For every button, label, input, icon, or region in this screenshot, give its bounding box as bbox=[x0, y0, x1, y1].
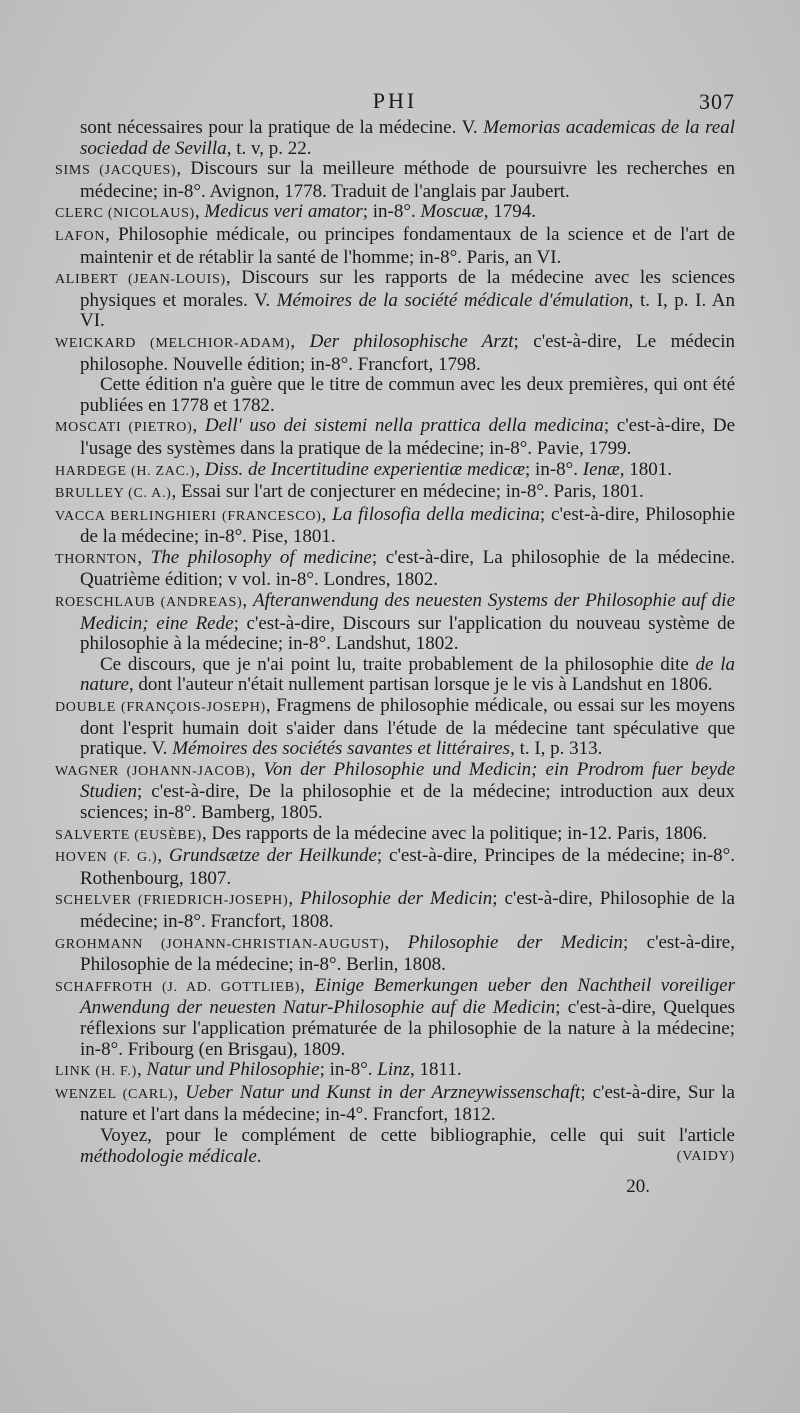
entry bbox=[55, 416, 735, 459]
entry bbox=[55, 202, 735, 225]
entry-title: Afteranwendung des neuesten Systems der Philosophie auf die Medicin; eine Rede bbox=[80, 590, 736, 634]
entry-author: THORNTON bbox=[55, 551, 138, 567]
entry bbox=[55, 505, 735, 548]
note-text: . bbox=[256, 1145, 262, 1167]
entry-text: , t. v, p. 22. bbox=[226, 137, 312, 159]
page-number: 307 bbox=[699, 89, 735, 114]
editor-note bbox=[55, 375, 735, 416]
closing-note bbox=[55, 1126, 735, 1167]
entry bbox=[55, 548, 735, 591]
entry-text: , t. I, p. I. An VI. bbox=[80, 289, 736, 332]
entry-place: Ienæ bbox=[582, 458, 620, 480]
running-head: PHI bbox=[372, 88, 418, 113]
entry-text: , bbox=[384, 931, 408, 953]
entry-author: HARDEGE (H. ZAC.) bbox=[55, 463, 196, 479]
entry-title: Memorias academicas de la real sociedad de Sevilla bbox=[80, 117, 736, 159]
entry-title: Diss. de Incertitudine experientiæ medicæ bbox=[204, 458, 526, 480]
author-signature: (VAIDY) bbox=[676, 1148, 735, 1164]
entry bbox=[55, 460, 735, 483]
entry-author: SALVERTE (EUSÈBE) bbox=[55, 827, 203, 843]
entry-text: , bbox=[136, 1059, 147, 1081]
entry-title: Natur und Philosophie bbox=[146, 1059, 320, 1081]
entry-text: ; c'est-à-dire, De la philosophie et de la médecine; introduction aux deux sciences; in-8°. Bamberg, 1805. bbox=[80, 781, 735, 823]
entry-text: ; in-8°. bbox=[319, 1059, 378, 1081]
entry-title: Mémoires de la société médicale d'émulation bbox=[276, 289, 629, 311]
entry-title: Der philosophische Arzt bbox=[309, 330, 514, 352]
entry-author: LAFON bbox=[55, 228, 106, 244]
note-text: , dont l'auteur n'était nullement partisan lorsque je le vis à Landshut en 1806. bbox=[128, 674, 713, 696]
entry-text: ; c'est-à-dire, La philosophie de la médecine. Quatrième édition; v vol. in-8°. Londres, 1802. bbox=[80, 546, 736, 591]
entry-title: La filosofia della medicina bbox=[332, 503, 540, 525]
entry-author: SCHELVER (FRIEDRICH-JOSEPH) bbox=[55, 893, 289, 909]
entry bbox=[55, 760, 735, 824]
entry-author: SCHAFFROTH (J. AD. GOTTLIEB) bbox=[55, 979, 301, 995]
entry-author: WEICKARD (MELCHIOR-ADAM) bbox=[55, 335, 291, 351]
entry-text: , 1811. bbox=[410, 1059, 462, 1081]
entry-text: , bbox=[250, 758, 264, 780]
entry-text: , Discours sur la meilleure méthode de poursuivre les recherches en médecine; in-8°. Avignon, 1778. Traduit de l'anglais par Jaubert. bbox=[80, 158, 736, 202]
note-text: Voyez, pour le complément de cette bibliographie, celle qui suit l'article bbox=[100, 1124, 735, 1146]
entry-author: ROESCHLAUB (ANDREAS) bbox=[55, 595, 243, 611]
entry-text: ; c'est-à-dire, Philosophie de la médecine; in-8°. Berlin, 1808. bbox=[80, 931, 735, 976]
entry-place: Linz bbox=[377, 1059, 411, 1081]
entry-author: WENZEL (CARL) bbox=[55, 1086, 174, 1102]
entry-text: , bbox=[290, 330, 310, 352]
entry-author: BRULLEY (C. A.) bbox=[55, 486, 172, 502]
entry-text: , bbox=[195, 458, 205, 480]
entry-text: , bbox=[288, 888, 301, 910]
note-italic: de la nature bbox=[80, 653, 736, 696]
entry-title: Philosophie der Medicin bbox=[407, 931, 623, 953]
entry-text: ; in-8°. bbox=[525, 458, 583, 480]
entry-author: GROHMANN (JOHANN-CHRISTIAN-AUGUST) bbox=[55, 936, 385, 952]
entry-text: ; c'est-à-dire, De l'usage des systèmes dans la pratique de la médecine; in-8°. Pavie, 1799. bbox=[80, 415, 735, 459]
entry bbox=[55, 1083, 735, 1126]
entry-author: SIMS (JACQUES) bbox=[55, 163, 177, 179]
entry-text: , bbox=[137, 546, 151, 568]
entry-text: , 1801. bbox=[619, 458, 672, 480]
entry-author: HOVEN (F. G.) bbox=[55, 850, 158, 866]
entry-place: Moscuæ bbox=[420, 201, 484, 223]
entry-title: Mémoires des sociétés savantes et littéraires bbox=[172, 738, 511, 760]
entry-text: , bbox=[157, 845, 170, 867]
entry-text: ; c'est-à-dire, Philosophie de la médecine; in-8°. Pise, 1801. bbox=[80, 503, 736, 548]
entry-text: , Fragmens de philosophie médicale, ou essai sur les moyens dont l'esprit humain doit s'aider dans l'étude de la médecine tant spéculative que pratique. V. bbox=[80, 695, 736, 760]
entry-text: , Discours sur les rapports de la médecine avec les sciences physiques et morales. V. bbox=[80, 267, 736, 311]
entry-title: Von der Philosophie und Medicin; ein Prodrom fuer beyde Studien bbox=[80, 758, 736, 803]
entry-text: ; c'est-à-dire, Quelques réflexions sur l'application prématurée de la philosophie de la nature à la médecine; in-8°. Fribourg (en Brisgau), 1809. bbox=[80, 997, 735, 1060]
entry bbox=[55, 268, 735, 332]
editor-note bbox=[55, 655, 735, 696]
entry-text: , bbox=[192, 415, 205, 437]
entry-title: Einige Bemerkungen ueber den Nachtheil voreiliger Anwendung der neuesten Natur-Philosophie auf die Medicin bbox=[80, 974, 735, 1019]
entry-author: MOSCATI (PIETRO) bbox=[55, 420, 193, 436]
entry-author: ALIBERT (JEAN-LOUIS) bbox=[55, 272, 226, 288]
entry-text: ; c'est-à-dire, Principes de la médecine; in-8°. Rothenbourg, 1807. bbox=[80, 845, 736, 889]
entry-text: ; in-8°. bbox=[362, 201, 421, 223]
entry-text: , Essai sur l'art de conjecturer en médecine; in-8°. Paris, 1801. bbox=[171, 481, 644, 503]
entry-text: , bbox=[300, 974, 315, 996]
signature-mark: 20. bbox=[626, 1176, 650, 1198]
entry-author: CLERC (NICOLAUS) bbox=[55, 206, 195, 222]
note-italic: méthodologie médicale bbox=[80, 1145, 257, 1167]
entry-title: Medicus veri amator bbox=[204, 201, 363, 223]
entry-continuation bbox=[55, 118, 735, 159]
note-text: Cette édition n'a guère que le titre de commun avec les deux premières, qui ont été publiées en 1778 et 1782. bbox=[80, 374, 735, 416]
entry-text: , Philosophie médicale, ou principes fondamentaux de la science et de l'art de maintenir et de rétablir la santé de l'homme; in-8°. Paris, an VI. bbox=[80, 223, 735, 268]
entry-text: , Des rapports de la médecine avec la politique; in-12. Paris, 1806. bbox=[202, 822, 707, 844]
entry-text: ; c'est-à-dire, Discours sur l'application du nouveau système de philosophie à la médecine; in-8°. Landshut, 1802. bbox=[80, 612, 736, 655]
entry-text: ; c'est-à-dire, Sur la nature et l'art dans la médecine; in-4°. Francfort, 1812. bbox=[80, 1081, 735, 1126]
entry bbox=[55, 846, 735, 889]
entry-text: , bbox=[321, 503, 333, 525]
entry bbox=[55, 159, 735, 202]
entry bbox=[55, 332, 735, 375]
entry bbox=[55, 482, 735, 505]
entry-text: ; c'est-à-dire, Le médecin philosophe. Nouvelle édition; in-8°. Francfort, 1798. bbox=[80, 330, 735, 375]
entry bbox=[55, 889, 735, 932]
entry-text: , bbox=[194, 201, 205, 223]
entry-text: , bbox=[242, 590, 253, 612]
entry-author: LINK (H. F.) bbox=[55, 1064, 137, 1080]
entry-title: Dell' uso dei sistemi nella prattica della medicina bbox=[204, 415, 604, 437]
entry bbox=[55, 976, 735, 1060]
entry bbox=[55, 824, 735, 847]
entry bbox=[55, 1060, 735, 1083]
entry-title: Grundsætze der Heilkunde bbox=[169, 845, 377, 867]
entry bbox=[55, 933, 735, 976]
note-text: Ce discours, que je n'ai point lu, traite probablement de la philosophie dite bbox=[100, 653, 696, 675]
entry-author: VACCA BERLINGHIERI (FRANCESCO) bbox=[55, 508, 322, 524]
entry bbox=[55, 225, 735, 268]
entry-text: sont nécessaires pour la pratique de la médecine. V. bbox=[80, 117, 484, 138]
entry-author: WAGNER (JOHANN-JACOB) bbox=[55, 763, 251, 779]
entry-author: DOUBLE (FRANÇOIS-JOSEPH) bbox=[55, 700, 266, 716]
entry-title: Ueber Natur und Kunst in der Arzneywissenschaft bbox=[185, 1081, 581, 1103]
entry-title: Philosophie der Medicin bbox=[300, 888, 493, 910]
entry-text: , 1794. bbox=[483, 201, 537, 223]
bibliography-text bbox=[55, 118, 735, 1198]
entry-title: The philosophy of medicine bbox=[150, 546, 372, 568]
entry bbox=[55, 591, 735, 655]
entry-text: , bbox=[173, 1081, 186, 1103]
entry-text: ; c'est-à-dire, Philosophie de la médecine; in-8°. Francfort, 1808. bbox=[80, 888, 735, 932]
entry-text: , t. I, p. 313. bbox=[510, 738, 603, 760]
entry bbox=[55, 696, 735, 760]
page-header bbox=[55, 88, 735, 118]
